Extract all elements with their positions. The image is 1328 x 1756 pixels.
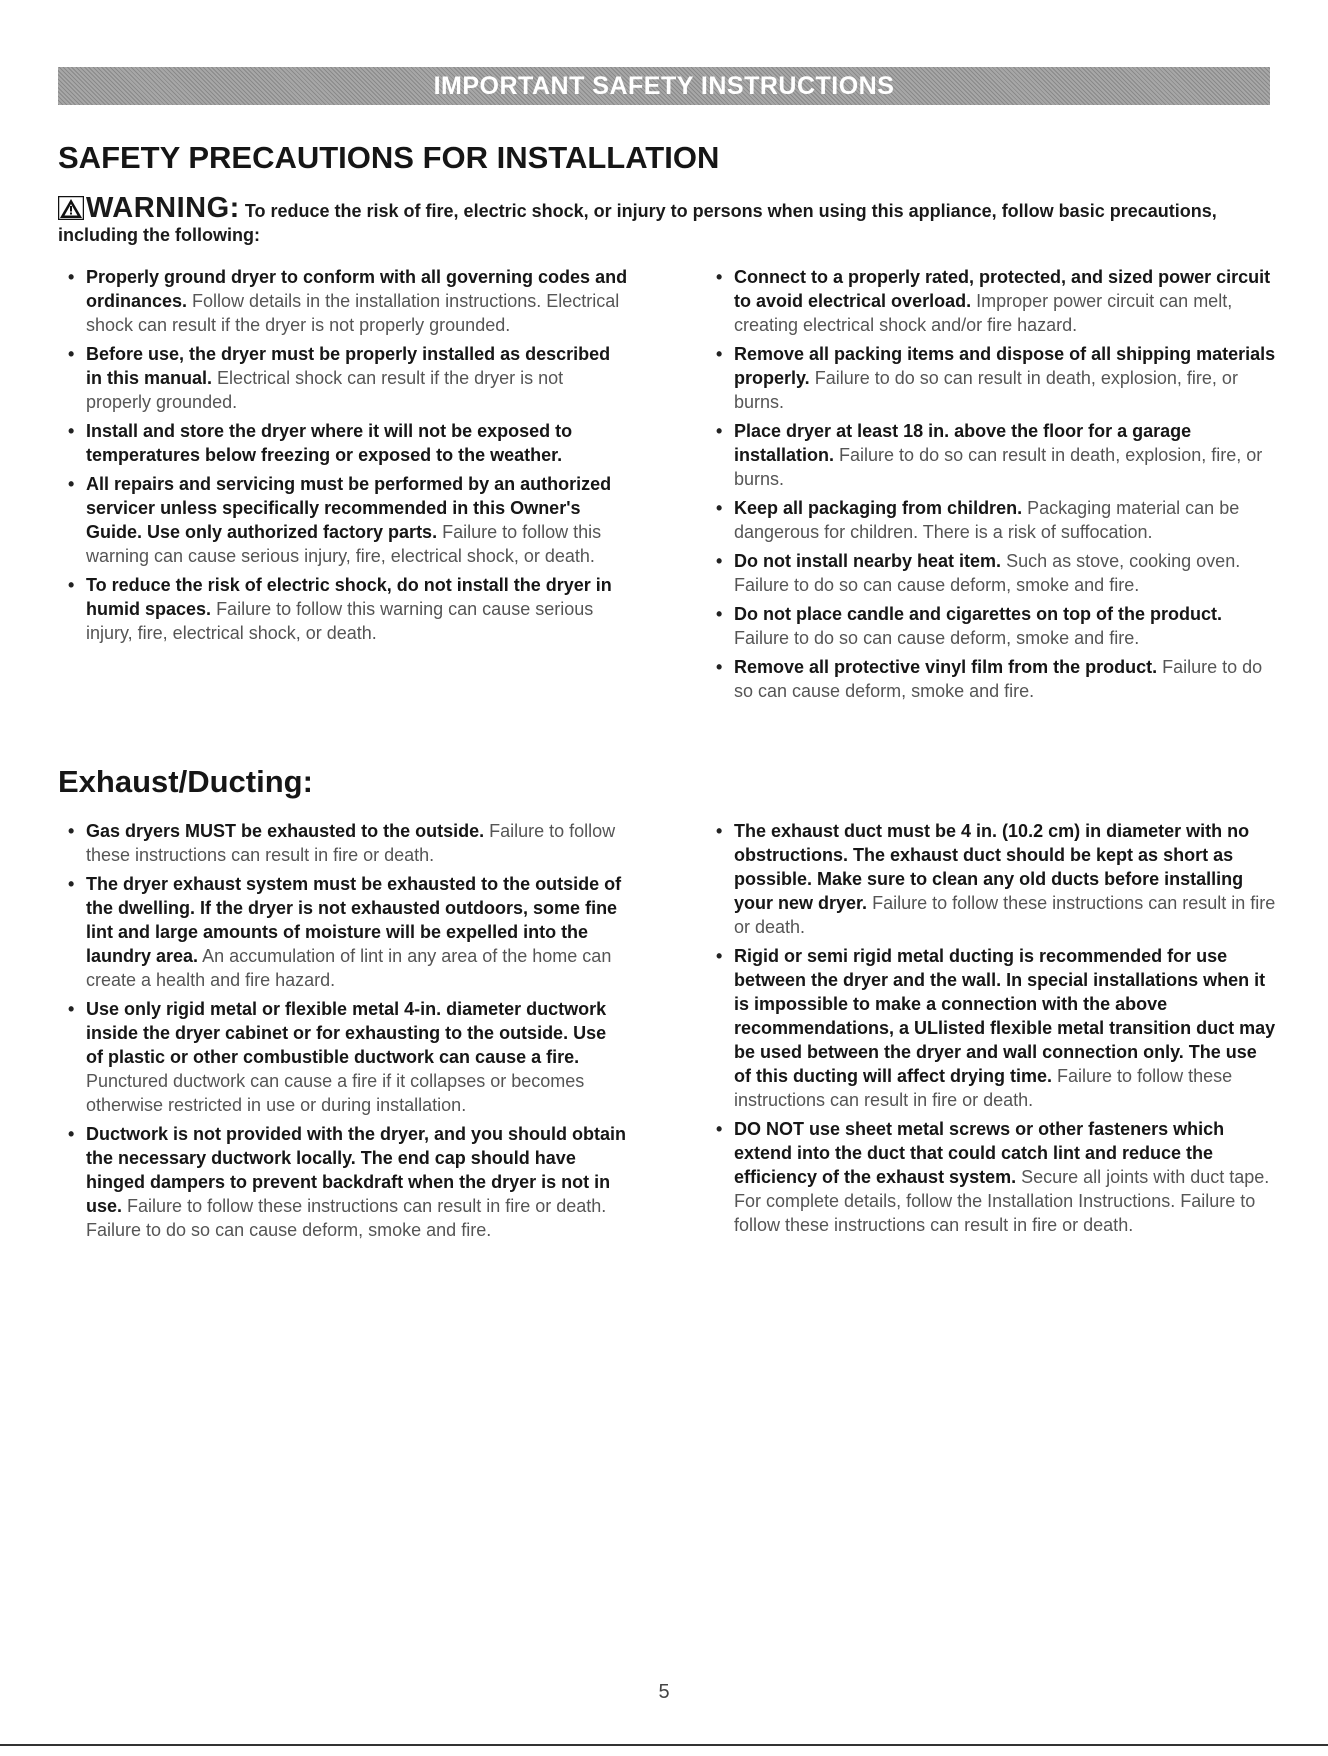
- item-normal-text: Failure to follow these instructions can result in fire or death.: [734, 1066, 1233, 1110]
- list-item: [716, 549, 1276, 597]
- bottom-divider: [0, 1744, 1328, 1746]
- item-normal-text: Failure to do so can result in death, explosion, fire, or burns.: [734, 445, 1263, 489]
- item-bold-text: Remove all packing items and dispose of all shipping materials properly.: [734, 344, 1276, 388]
- item-normal-text: Failure to do so can result in death, explosion, fire, or burns.: [734, 368, 1238, 412]
- item-normal-text: Failure to do so can cause deform, smoke and fire.: [734, 657, 1263, 701]
- item-normal-text: Electrical shock can result if the dryer is not properly grounded.: [86, 368, 564, 412]
- item-normal-text: Such as stove, cooking oven. Failure to do so can cause deform, smoke and fire.: [734, 551, 1241, 595]
- list-item: [68, 265, 628, 337]
- warning-label: WARNING:: [86, 192, 240, 224]
- item-bold-text: Install and store the dryer where it will not be exposed to temperatures below freezing or exposed to the weather.: [86, 421, 573, 465]
- list-item: [716, 602, 1276, 650]
- item-bold-text: Connect to a properly rated, protected, and sized power circuit to avoid electrical overload.: [734, 267, 1271, 311]
- item-normal-text: An accumulation of lint in any area of the home can create a health and fire hazard.: [86, 946, 612, 990]
- item-bold-text: Do not install nearby heat item.: [734, 551, 1002, 571]
- item-bold-text: Before use, the dryer must be properly installed as described in this manual.: [86, 344, 611, 388]
- item-bold-text: Keep all packaging from children.: [734, 498, 1023, 518]
- page-number: 5: [658, 1681, 670, 1703]
- item-bold-text: All repairs and servicing must be performed by an authorized servicer unless specifically recommended in this Owner's Guide. Use only authorized factory parts.: [86, 474, 612, 542]
- list-item: [716, 342, 1276, 414]
- item-normal-text: Failure to follow this warning can cause serious injury, fire, electrical shock, or death.: [86, 599, 594, 643]
- list-item: [716, 819, 1276, 939]
- list-item: [68, 472, 628, 568]
- list-item: [716, 419, 1276, 491]
- list-item: [716, 944, 1276, 1112]
- item-normal-text: Failure to follow these instructions can result in fire or death. Failure to do so can cause deform, smoke and fire.: [86, 1196, 607, 1240]
- item-bold-text: To reduce the risk of electric shock, do not install the dryer in humid spaces.: [86, 575, 612, 619]
- banner-title: IMPORTANT SAFETY INSTRUCTIONS: [433, 71, 895, 100]
- warning-triangle-icon: [58, 196, 84, 220]
- list-item: [716, 655, 1276, 703]
- item-bold-text: Do not place candle and cigarettes on top of the product.: [734, 604, 1223, 624]
- installation-list-right: [716, 265, 1276, 708]
- list-item: [68, 997, 628, 1117]
- warning-text: To reduce the risk of fire, electric shock, or injury to persons when using this appliance, follow basic precautions, including the following:: [58, 201, 1217, 245]
- list-item: [68, 819, 628, 867]
- header-banner: [58, 67, 1270, 105]
- item-bold-text: Remove all protective vinyl film from the product.: [734, 657, 1158, 677]
- item-normal-text: Punctured ductwork can cause a fire if it collapses or becomes otherwise restricted in use or during installation.: [86, 1071, 585, 1115]
- item-normal-text: Failure to follow these instructions can result in fire or death.: [734, 893, 1276, 937]
- list-item: [716, 265, 1276, 337]
- item-normal-text: Packaging material can be dangerous for children. There is a risk of suffocation.: [734, 498, 1240, 542]
- list-item: [68, 1122, 628, 1242]
- list-item: [68, 342, 628, 414]
- installation-section-title: SAFETY PRECAUTIONS FOR INSTALLATION: [58, 140, 720, 175]
- warning-statement: [58, 192, 1270, 247]
- item-bold-text: Rigid or semi rigid metal ducting is recommended for use between the dryer and the wall. In special installations when it is impossible to make a connection with the above recommendations, a ULlisted flexible metal transition duct may be used between the dryer and wall connection only. The use of this ducting will affect drying time.: [734, 946, 1276, 1086]
- item-bold-text: Place dryer at least 18 in. above the floor for a garage installation.: [734, 421, 1192, 465]
- item-normal-text: Improper power circuit can melt, creating electrical shock and/or fire hazard.: [734, 291, 1233, 335]
- item-normal-text: Failure to follow these instructions can result in fire or death.: [86, 821, 616, 865]
- list-item: [68, 419, 628, 467]
- exhaust-section-title: Exhaust/Ducting:: [58, 764, 313, 799]
- exhaust-list-left: [68, 819, 628, 1247]
- item-normal-text: Secure all joints with duct tape. For complete details, follow the Installation Instructions. Failure to follow these instructions can result in fire or death.: [734, 1167, 1270, 1235]
- list-item: [68, 573, 628, 645]
- list-item: [68, 872, 628, 992]
- item-bold-text: Ductwork is not provided with the dryer, and you should obtain the necessary ductwork locally. The end cap should have hinged dampers to prevent backdraft when the dryer is not in use.: [86, 1124, 627, 1216]
- item-normal-text: Failure to follow this warning can cause serious injury, fire, electrical shock, or death.: [86, 522, 602, 566]
- exhaust-list-right: [716, 819, 1276, 1242]
- list-item: [716, 496, 1276, 544]
- item-bold-text: Gas dryers MUST be exhausted to the outside.: [86, 821, 485, 841]
- list-item: [716, 1117, 1276, 1237]
- item-bold-text: Use only rigid metal or flexible metal 4-in. diameter ductwork inside the dryer cabinet or for exhausting to the outside. Use of plastic or other combustible ductwork can cause a fire.: [86, 999, 607, 1067]
- item-bold-text: The dryer exhaust system must be exhausted to the outside of the dwelling. If the dryer is not exhausted outdoors, some fine lint and large amounts of moisture will be expelled into the laundry area.: [86, 874, 622, 966]
- item-normal-text: Failure to do so can cause deform, smoke and fire.: [734, 628, 1140, 648]
- item-bold-text: The exhaust duct must be 4 in. (10.2 cm) in diameter with no obstructions. The exhaust duct should be kept as short as possible. Make sure to clean any old ducts before installing your new dryer.: [734, 821, 1250, 913]
- item-bold-text: Properly ground dryer to conform with all governing codes and ordinances.: [86, 267, 628, 311]
- item-bold-text: DO NOT use sheet metal screws or other fasteners which extend into the duct that could catch lint and reduce the efficiency of the exhaust system.: [734, 1119, 1225, 1187]
- installation-list-left: [68, 265, 628, 650]
- item-normal-text: Follow details in the installation instructions. Electrical shock can result if the dryer is not properly grounded.: [86, 291, 620, 335]
